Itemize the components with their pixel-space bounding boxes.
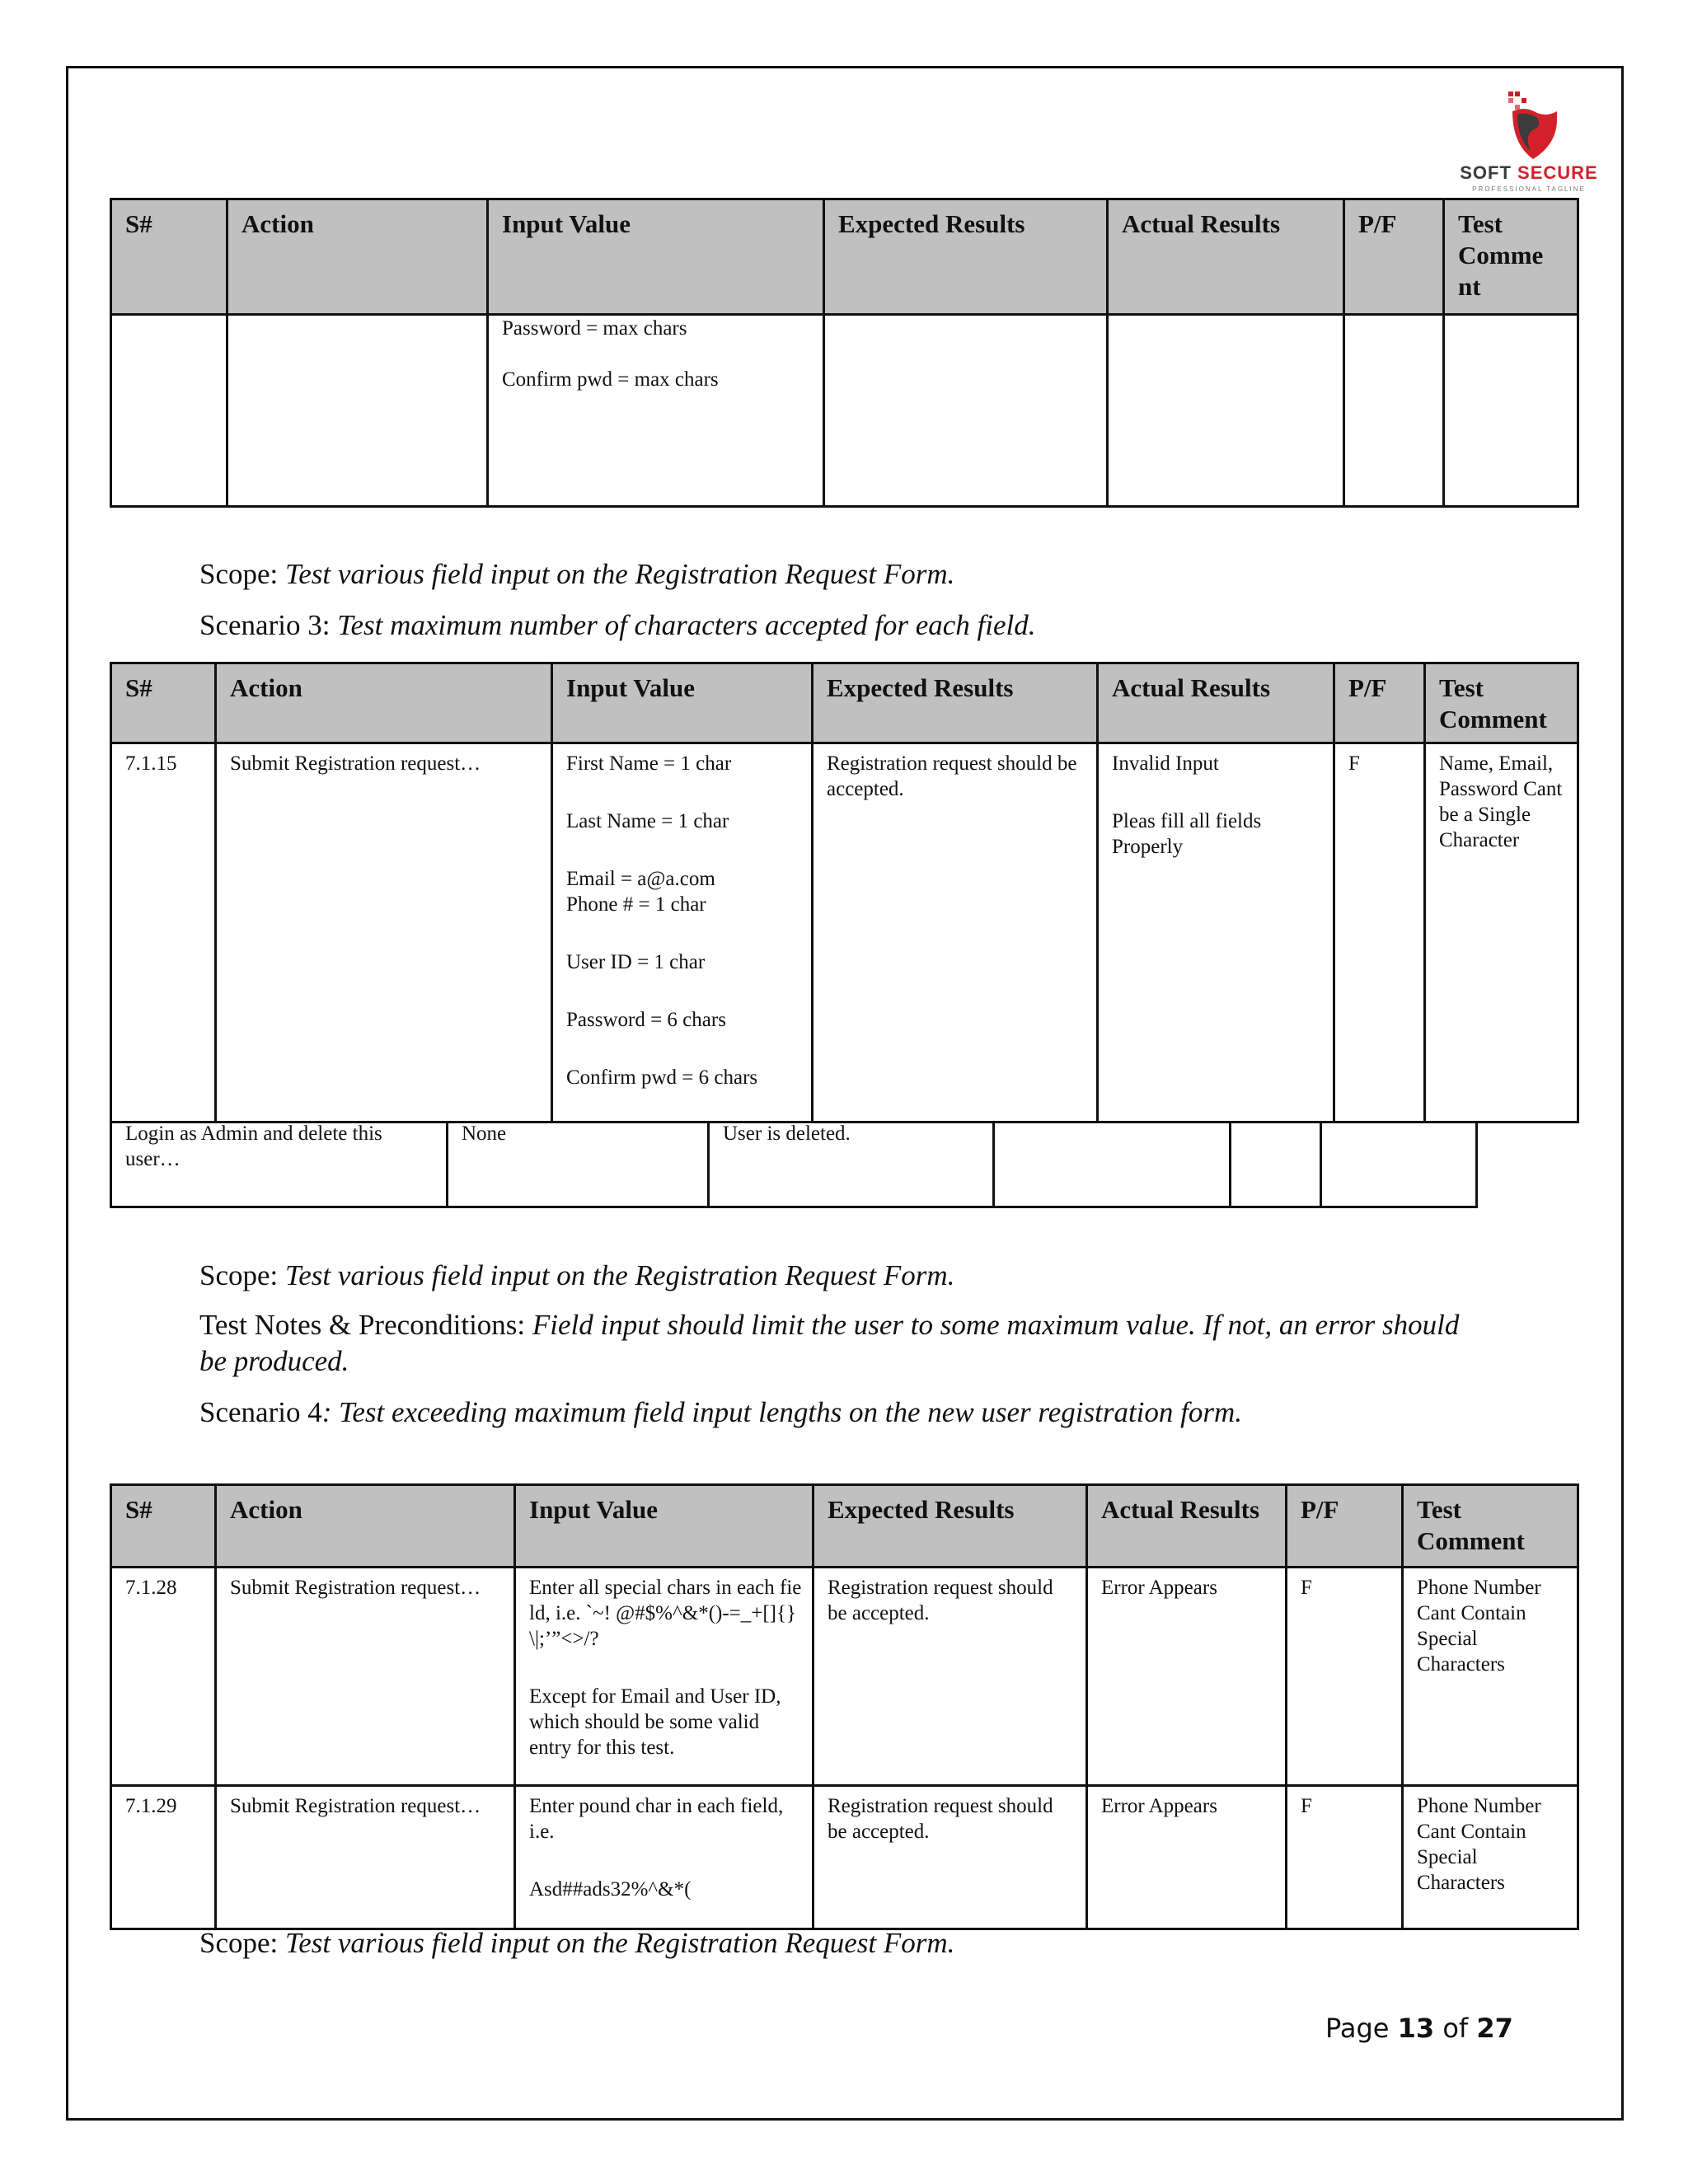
cell-input-value	[515, 1568, 814, 1786]
cell-actual: Error Appears	[1087, 1786, 1287, 1929]
input-user-id: User ID = 1 char	[566, 951, 706, 973]
header-input-value: Input Value	[515, 1485, 814, 1568]
header-actual-results: Actual Results	[1087, 1485, 1287, 1568]
cell-pf	[1344, 315, 1444, 507]
scenario-text: Test maximum number of characters accepted for each field.	[337, 609, 1036, 641]
input-confirm-pwd: Confirm pwd = 6 chars	[566, 1066, 758, 1089]
cell-expected: Registration request should be accepted.	[814, 1786, 1087, 1929]
header-pf: P/F	[1334, 663, 1425, 743]
logo-wordmark: SOFT SECURE	[1460, 162, 1598, 183]
header-pf: P/F	[1344, 199, 1444, 315]
scope-text: Test various field input on the Registration Request Form.	[285, 558, 955, 590]
header-input-value: Input Value	[488, 199, 824, 315]
table-row	[111, 1121, 1477, 1207]
header-action: Action	[216, 663, 552, 743]
table-header-row	[111, 1485, 1578, 1568]
table-row	[111, 1568, 1578, 1786]
cell-comment	[1444, 315, 1578, 507]
input-phone: Phone # = 1 char	[566, 893, 706, 916]
header-actual-results: Actual Results	[1098, 663, 1334, 743]
cell-pf: F	[1334, 743, 1425, 1122]
scenario-4-line	[199, 1394, 1242, 1431]
header-action: Action	[216, 1485, 515, 1568]
scenario-3-line	[199, 607, 1036, 644]
input-exception-note: Except for Email and User ID, which should be some valid entry for this test.	[529, 1685, 781, 1759]
cell-comment	[1321, 1121, 1477, 1207]
notes-text: Field input should limit the user to some maximum value. If not, an error should be produced.	[199, 1309, 1460, 1377]
table-row	[111, 315, 1578, 507]
scenario-label: Scenario 3:	[199, 609, 331, 641]
scope-label: Scope:	[199, 1927, 279, 1959]
notes-label: Test Notes & Preconditions:	[199, 1309, 526, 1341]
cell-comment: Phone Number Cant Contain Special Characters	[1403, 1786, 1578, 1929]
cell-actual	[1108, 315, 1344, 507]
cell-comment: Name, Email, Password Cant be a Single Character	[1425, 743, 1578, 1122]
shield-logo-icon	[1488, 87, 1570, 162]
total-pages: 27	[1476, 2013, 1513, 2044]
header-action: Action	[227, 199, 488, 315]
actual-invalid-input: Invalid Input	[1112, 752, 1219, 775]
scope-label: Scope:	[199, 558, 279, 590]
scope-text: Test various field input on the Registration Request Form.	[285, 1259, 955, 1291]
header-sno: S#	[111, 199, 227, 315]
input-password: Password = max chars	[502, 317, 687, 340]
scope-label: Scope:	[199, 1259, 279, 1291]
input-confirm-pwd: Confirm pwd = max chars	[502, 368, 719, 391]
header-test-comment: Test Comme nt	[1444, 199, 1578, 315]
input-password: Password = 6 chars	[566, 1009, 726, 1031]
scope-line	[199, 1258, 954, 1294]
header-expected-results: Expected Results	[824, 199, 1108, 315]
input-example: Asd##ads32%^&*(	[529, 1878, 692, 1900]
header-pf: P/F	[1287, 1485, 1403, 1568]
input-pound-chars: Enter pound char in each field, i.e.	[529, 1795, 784, 1843]
header-test-comment: Test Comment	[1403, 1485, 1578, 1568]
scenario-text: : Test exceeding maximum field input lengths on the new user registration form.	[321, 1396, 1243, 1428]
input-first-name: First Name = 1 char	[566, 752, 732, 775]
input-last-name: Last Name = 1 char	[566, 810, 729, 832]
header-test-comment: Test Comment	[1425, 663, 1578, 743]
cell-sno: 7.1.15	[111, 743, 216, 1122]
cell-pf: F	[1287, 1786, 1403, 1929]
cell-expected: Registration request should be accepted.	[813, 743, 1098, 1122]
test-case-table-scenario-4	[110, 1483, 1579, 1930]
scenario-label: Scenario 4	[199, 1396, 322, 1428]
cell-expected: User is deleted.	[709, 1121, 994, 1207]
cell-input-value	[488, 315, 824, 507]
cell-action: Submit Registration request…	[216, 1568, 515, 1786]
header-expected-results: Expected Results	[814, 1485, 1087, 1568]
test-case-subrow-table	[110, 1121, 1478, 1208]
cell-sno	[111, 315, 227, 507]
cell-action	[227, 315, 488, 507]
scope-text: Test various field input on the Registration Request Form.	[285, 1927, 955, 1959]
cell-action: Submit Registration request…	[216, 743, 552, 1122]
cell-pf: F	[1287, 1568, 1403, 1786]
cell-pf	[1231, 1121, 1321, 1207]
cell-input-value: None	[448, 1121, 709, 1207]
header-actual-results: Actual Results	[1108, 199, 1344, 315]
cell-expected	[824, 315, 1108, 507]
page-number: Page 13 of 27	[1325, 2013, 1513, 2044]
company-logo	[1438, 87, 1620, 194]
scope-line	[199, 1925, 954, 1961]
current-page: 13	[1397, 2013, 1435, 2044]
cell-input-value	[552, 743, 813, 1122]
header-input-value: Input Value	[552, 663, 813, 743]
test-notes-preconditions	[199, 1307, 1485, 1380]
cell-sno: 7.1.29	[111, 1786, 216, 1929]
actual-fill-fields: Pleas fill all fields Properly	[1112, 810, 1262, 858]
cell-actual	[1098, 743, 1334, 1122]
test-case-table-scenario-3	[110, 662, 1579, 1123]
cell-input-value	[515, 1786, 814, 1929]
input-special-chars: Enter all special chars in each field, i.e. `~! @#$%^&*()-=_+[]{}\|;’”<>/?	[529, 1577, 802, 1650]
cell-actual	[994, 1121, 1231, 1207]
scope-line	[199, 556, 954, 593]
cell-action: Submit Registration request…	[216, 1786, 515, 1929]
header-sno: S#	[111, 663, 216, 743]
cell-actual: Error Appears	[1087, 1568, 1287, 1786]
input-email: Email = a@a.com	[566, 868, 715, 890]
cell-comment: Phone Number Cant Contain Special Characters	[1403, 1568, 1578, 1786]
table-header-row	[111, 199, 1578, 315]
cell-action: Login as Admin and delete this user…	[111, 1121, 448, 1207]
logo-tagline: PROFESSIONAL TAGLINE	[1472, 185, 1586, 193]
header-sno: S#	[111, 1485, 216, 1568]
test-case-table-continued	[110, 198, 1579, 508]
table-row	[111, 1786, 1578, 1929]
cell-sno: 7.1.28	[111, 1568, 216, 1786]
table-row	[111, 743, 1578, 1122]
header-expected-results: Expected Results	[813, 663, 1098, 743]
cell-expected: Registration request should be accepted.	[814, 1568, 1087, 1786]
table-header-row	[111, 663, 1578, 743]
